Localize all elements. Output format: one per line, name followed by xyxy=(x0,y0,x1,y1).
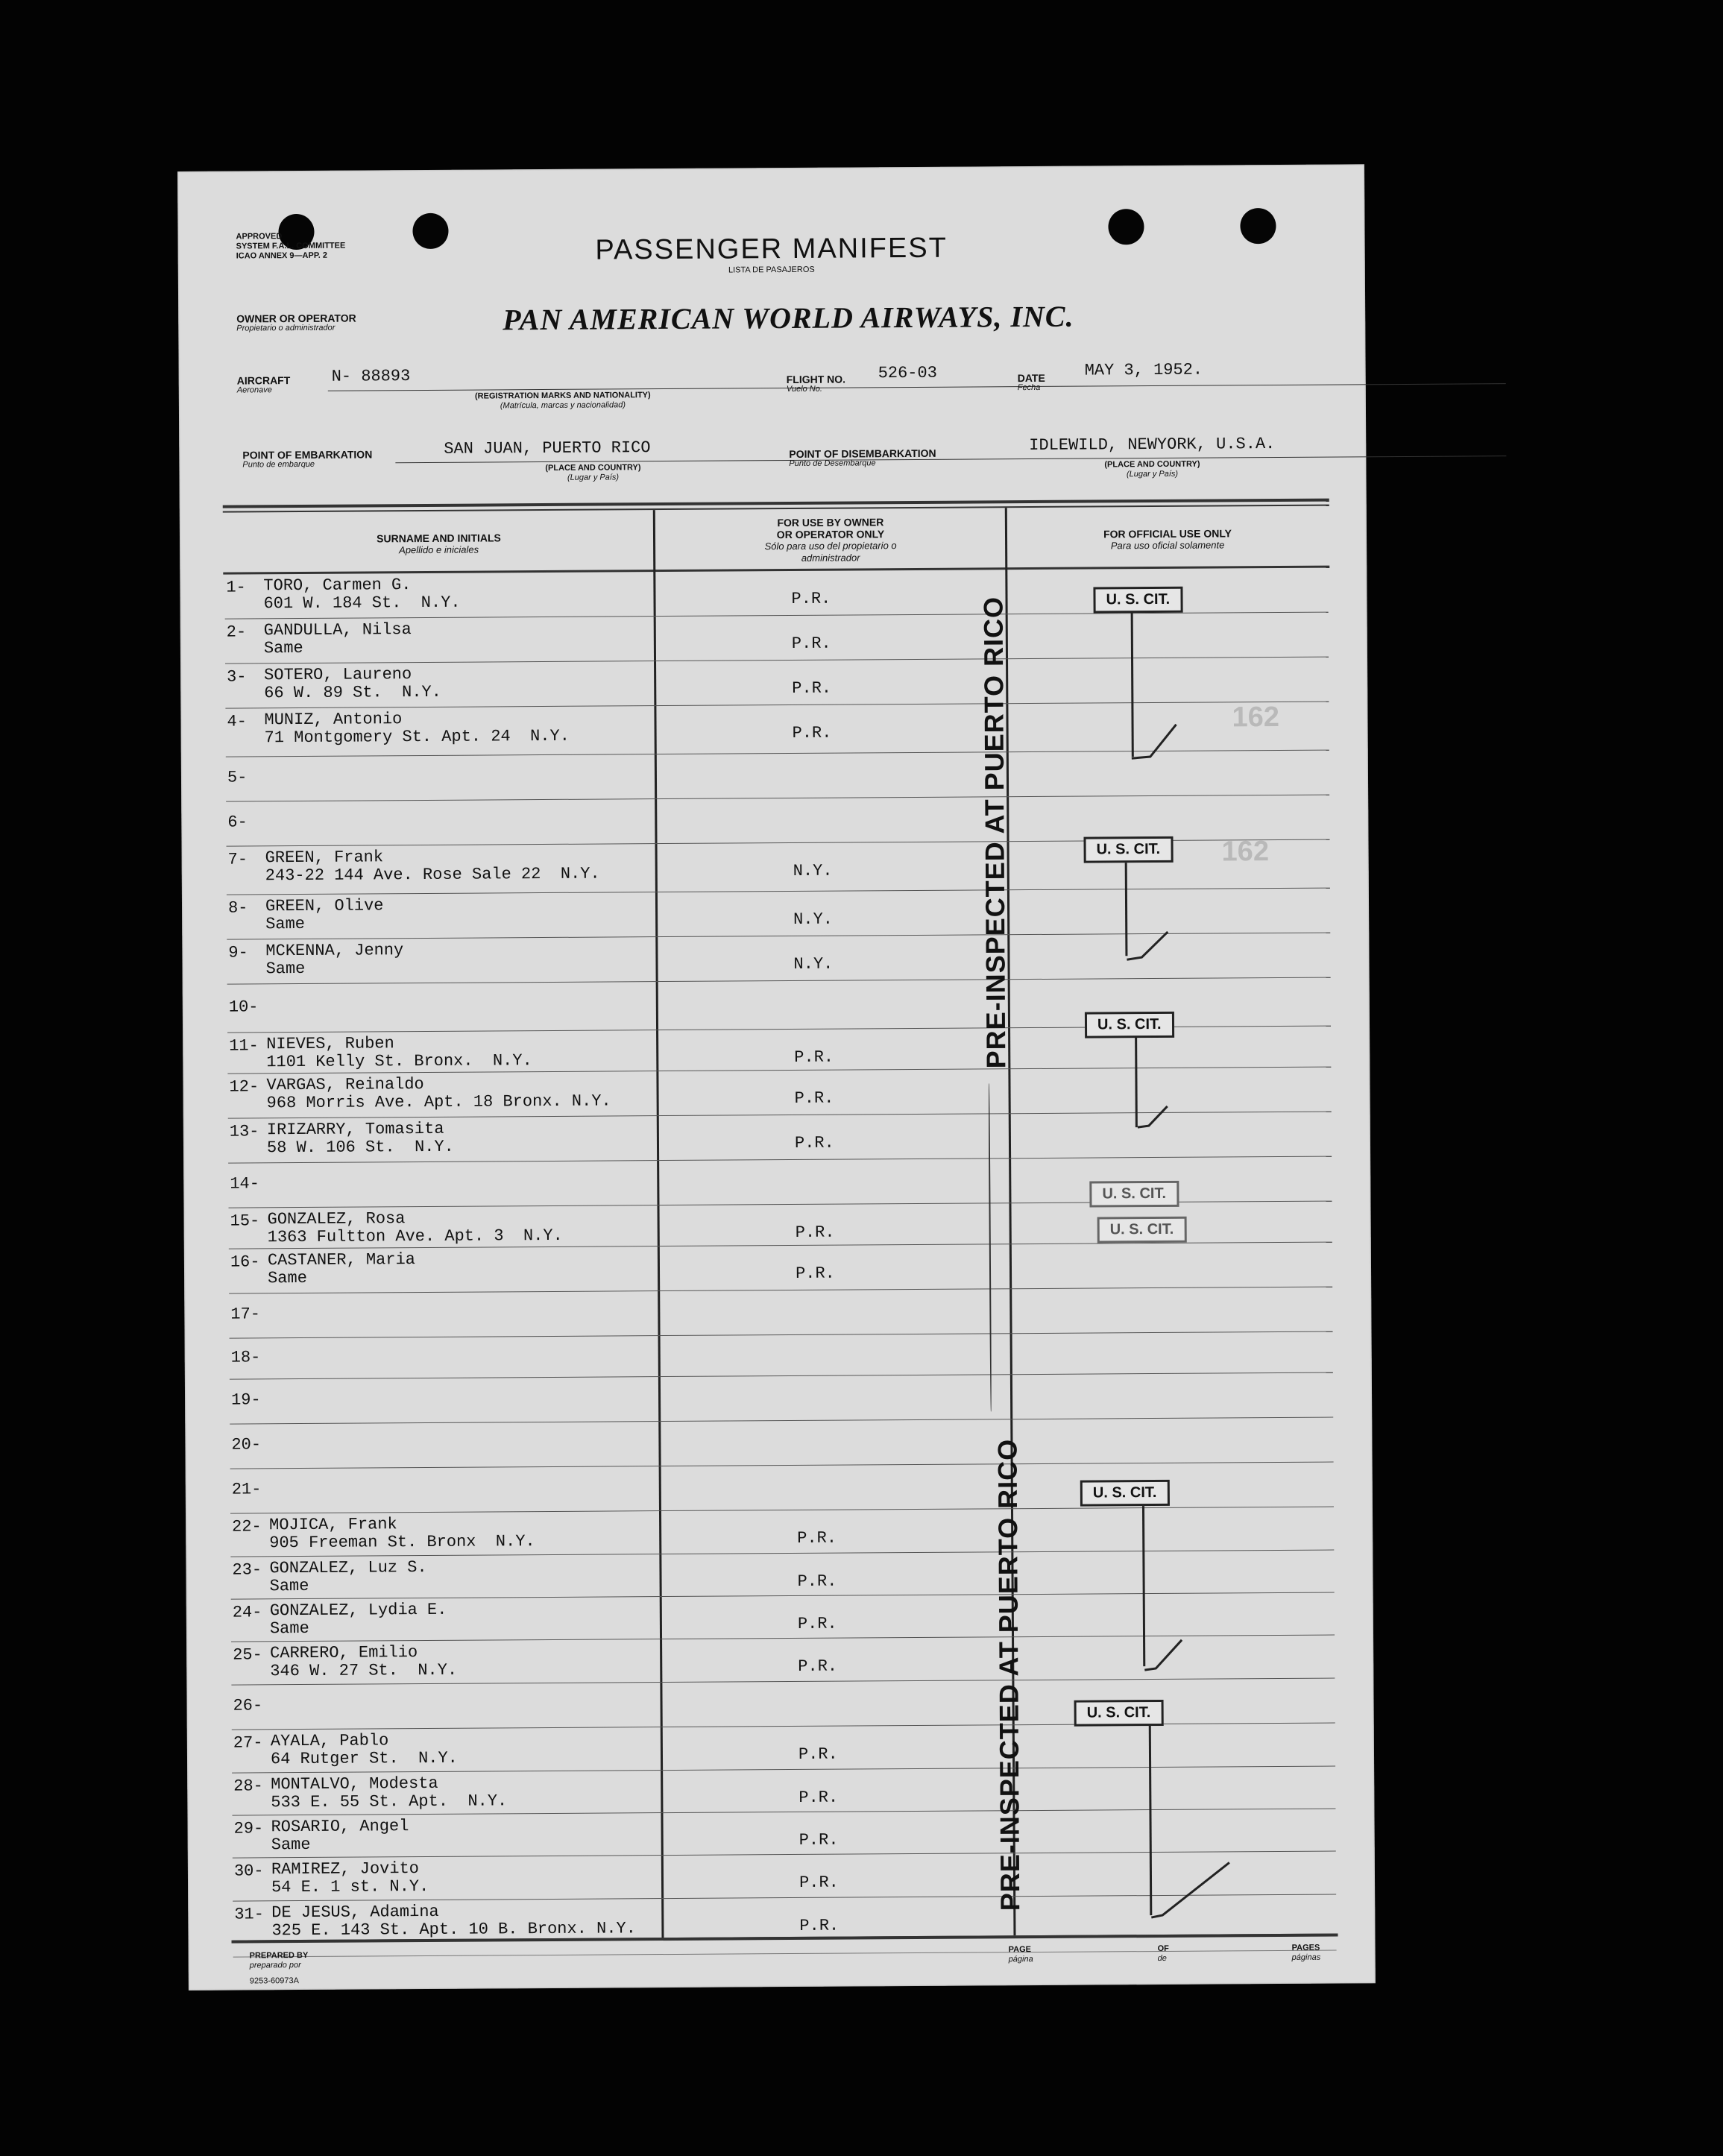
passenger-address: 66 W. 89 St. N.Y. xyxy=(264,682,441,703)
operator-code: P.R. xyxy=(795,1223,835,1242)
table-row xyxy=(183,1156,1370,1208)
us-citizen-stamp: U. S. CIT. xyxy=(1093,587,1182,614)
date-label-block xyxy=(1018,373,1045,393)
table-row xyxy=(186,1506,1373,1557)
table-row xyxy=(180,701,1367,757)
col-header-official-en: FOR OFFICIAL USE ONLY xyxy=(1103,527,1232,540)
table-row xyxy=(182,932,1369,984)
row-number: 23- xyxy=(232,1560,262,1580)
disembark-value: IDLEWILD, NEWYORK, U.S.A. xyxy=(1029,435,1276,456)
table-row xyxy=(186,1549,1373,1599)
passenger-name: AYALA, Pablo xyxy=(270,1731,389,1751)
row-number: 27- xyxy=(233,1733,263,1753)
table-row xyxy=(180,567,1367,619)
date-label-es: Fecha xyxy=(1017,382,1041,393)
passenger-address: Same xyxy=(263,638,303,658)
page-label-block xyxy=(1009,1945,1033,1964)
passenger-address: Same xyxy=(269,1576,309,1596)
table-row xyxy=(185,1331,1372,1379)
passenger-name: MONTALVO, Modesta xyxy=(271,1774,438,1794)
table-row xyxy=(181,794,1368,846)
row-number: 30- xyxy=(233,1862,264,1881)
passenger-address: 1101 Kelly St. Bronx. N.Y. xyxy=(266,1051,532,1072)
row-number: 10- xyxy=(228,997,259,1017)
place-note-en: (PLACE AND COUNTRY) xyxy=(1104,459,1200,470)
table-row xyxy=(186,1677,1373,1730)
passenger-name: GONZALEZ, Luz S. xyxy=(269,1557,427,1578)
operator-code: P.R. xyxy=(794,1088,834,1108)
row-number: 19- xyxy=(230,1390,261,1410)
row-number: 26- xyxy=(233,1696,263,1715)
pre-inspected-stamp: PRE-INSPECTED AT PUERTO RICO xyxy=(992,1438,1026,1911)
aircraft-label-block xyxy=(237,376,291,395)
approval-line: SYSTEM F.A.L. COMMITTEE xyxy=(236,241,346,251)
operator-code: P.R. xyxy=(797,1614,837,1633)
date-label: DATE xyxy=(1017,371,1045,385)
manifest-sheet xyxy=(177,164,1376,1990)
passenger-address: 243-22 144 Ave. Rose Sale 22 N.Y. xyxy=(265,864,600,886)
row-number: 31- xyxy=(234,1905,264,1924)
place-note-es: (Lugar y País) xyxy=(567,473,620,482)
col-header-operator-es: Sólo para uso del propietario o administrador xyxy=(764,540,897,564)
ghost-number: 162 xyxy=(1221,836,1270,868)
page-subtitle: LISTA DE PASAJEROS xyxy=(728,265,815,275)
passenger-address: 533 E. 55 St. Apt. N.Y. xyxy=(271,1791,508,1812)
page-label: PAGE xyxy=(1008,1945,1031,1955)
passenger-name: MCKENNA, Jenny xyxy=(265,941,404,961)
col-header-surname-es: Apellido e iniciales xyxy=(399,543,479,556)
check-mark-icon xyxy=(1134,1097,1179,1131)
passenger-name: GANDULLA, Nilsa xyxy=(263,620,412,640)
passenger-address: Same xyxy=(271,1835,311,1855)
table-row xyxy=(186,1461,1373,1513)
row-number: 8- xyxy=(227,898,248,918)
table-row xyxy=(182,887,1369,939)
embark-label-es: Punto de embarque xyxy=(242,459,315,470)
col-header-surname xyxy=(224,531,653,558)
passenger-name: GONZALEZ, Rosa xyxy=(267,1209,406,1229)
owner-label-es: Propietario o administrador xyxy=(236,323,336,333)
flight-value: 526-03 xyxy=(878,363,937,383)
aircraft-label: AIRCRAFT xyxy=(236,374,291,387)
row-number: 9- xyxy=(228,943,248,962)
check-mark-icon xyxy=(1147,1851,1238,1923)
passenger-address: 905 Freeman St. Bronx N.Y. xyxy=(269,1532,535,1553)
table-row xyxy=(183,1066,1370,1118)
passenger-name: MOJICA, Frank xyxy=(269,1515,397,1535)
table-row xyxy=(185,1372,1372,1424)
table-row xyxy=(186,1634,1373,1685)
operator-code: P.R. xyxy=(794,1133,834,1153)
table-row xyxy=(181,749,1368,801)
flight-label-block xyxy=(787,375,845,394)
passenger-address: 54 E. 1 st. N.Y. xyxy=(271,1876,429,1897)
table-row xyxy=(186,1592,1373,1642)
passenger-address: 968 Morris Ave. Apt. 18 Bronx. N.Y. xyxy=(266,1091,611,1113)
passenger-name: GONZALEZ, Lydia E. xyxy=(269,1600,447,1621)
row-number: 21- xyxy=(231,1480,262,1499)
passenger-address: Same xyxy=(265,914,306,934)
operator-code: N.Y. xyxy=(793,954,834,974)
operator-code: P.R. xyxy=(798,1788,839,1807)
aircraft-label-es: Aeronave xyxy=(236,385,272,395)
col-header-official xyxy=(1007,527,1328,553)
passenger-address: 325 E. 143 St. Apt. 10 B. Bronx. N.Y. xyxy=(271,1919,636,1941)
ghost-number: 162 xyxy=(1232,701,1280,734)
of-label-es: de xyxy=(1157,1953,1167,1964)
row-number: 12- xyxy=(229,1077,259,1097)
place-note-en: (PLACE AND COUNTRY) xyxy=(545,463,641,473)
disembark-label-block xyxy=(789,449,936,469)
row-number: 18- xyxy=(230,1347,261,1367)
passenger-address: Same xyxy=(269,1618,309,1639)
aircraft-note-es: (Matrícula, marcas y nacionalidad) xyxy=(500,400,626,411)
passenger-address: Same xyxy=(267,1268,307,1288)
check-mark-icon xyxy=(1123,926,1175,963)
pages-label-block xyxy=(1292,1944,1321,1963)
prepared-by-block xyxy=(250,1951,309,1970)
embark-note xyxy=(529,463,656,483)
disembark-label: POINT OF DISEMBARKATION xyxy=(789,447,936,460)
operator-name: PAN AMERICAN WORLD AIRWAYS, INC. xyxy=(503,299,1074,337)
check-mark-icon xyxy=(1141,1633,1193,1674)
operator-code: P.R. xyxy=(792,723,832,743)
row-number: 14- xyxy=(230,1174,259,1194)
row-number: 6- xyxy=(227,813,248,832)
passenger-name: DE JESUS, Adamina xyxy=(271,1902,439,1923)
passenger-name: TORO, Carmen G. xyxy=(263,576,412,596)
passenger-name: RAMIREZ, Jovito xyxy=(271,1859,420,1879)
operator-code: P.R. xyxy=(794,1047,834,1067)
row-number: 22- xyxy=(232,1517,262,1536)
row-number: 5- xyxy=(227,768,248,787)
operator-code: P.R. xyxy=(798,1830,839,1850)
disembark-note xyxy=(1089,460,1215,480)
operator-code: N.Y. xyxy=(793,861,833,880)
row-number: 11- xyxy=(229,1036,259,1056)
row-number: 13- xyxy=(229,1122,259,1141)
flight-label: FLIGHT NO. xyxy=(786,373,846,386)
operator-code: P.R. xyxy=(799,1916,840,1935)
row-number: 2- xyxy=(226,622,247,642)
us-citizen-stamp: U. S. CIT. xyxy=(1097,1217,1187,1244)
col-header-official-es: Para uso oficial solamente xyxy=(1110,539,1225,552)
row-number: 15- xyxy=(230,1211,260,1231)
aircraft-note-en: (REGISTRATION MARKS AND NATIONALITY) xyxy=(474,391,651,401)
col-header-operator-line1: FOR USE BY OWNER xyxy=(777,516,884,529)
embark-label: POINT OF EMBARKATION xyxy=(242,448,373,461)
table-row xyxy=(183,1200,1370,1249)
embark-value: SAN JUAN, PUERTO RICO xyxy=(444,438,651,458)
passenger-name: SOTERO, Laureno xyxy=(264,665,412,685)
place-note-es: (Lugar y País) xyxy=(1126,469,1179,479)
operator-code: P.R. xyxy=(798,1744,838,1764)
passenger-name: NIEVES, Ruben xyxy=(266,1034,394,1054)
row-number: 1- xyxy=(226,578,246,597)
owner-label-block xyxy=(236,314,356,334)
table-row xyxy=(187,1808,1374,1858)
row-number: 7- xyxy=(227,850,248,869)
passenger-name: CARRERO, Emilio xyxy=(270,1643,418,1663)
row-number: 24- xyxy=(232,1603,262,1622)
us-citizen-stamp: U. S. CIT. xyxy=(1080,1480,1170,1507)
pages-label: PAGES xyxy=(1291,1943,1320,1952)
col-header-operator-line2: OR OPERATOR ONLY xyxy=(776,528,885,541)
col-header-operator xyxy=(655,515,1006,565)
of-label-block xyxy=(1158,1944,1169,1964)
operator-code: P.R. xyxy=(797,1528,837,1548)
pages-label-es: páginas xyxy=(1291,1952,1321,1962)
row-number: 17- xyxy=(230,1305,261,1324)
passenger-address: 346 W. 27 St. N.Y. xyxy=(270,1660,458,1681)
operator-code: N.Y. xyxy=(793,910,834,929)
check-mark-icon xyxy=(1128,721,1180,762)
row-number: 28- xyxy=(233,1777,263,1796)
operator-code: P.R. xyxy=(797,1572,837,1591)
table-row xyxy=(180,611,1367,663)
passenger-address: 64 Rutger St. N.Y. xyxy=(270,1748,458,1769)
passenger-address: Same xyxy=(265,959,306,979)
passenger-address: 71 Montgomery St. Apt. 24 N.Y. xyxy=(264,726,570,748)
passenger-address: 58 W. 106 St. N.Y. xyxy=(266,1137,454,1158)
operator-code: P.R. xyxy=(791,589,831,608)
operator-code: P.R. xyxy=(798,1873,839,1892)
disembark-label-es: Punto de Desembarque xyxy=(789,458,876,468)
aircraft-value: N- 88893 xyxy=(331,367,411,386)
us-citizen-stamp: U. S. CIT. xyxy=(1085,1012,1174,1038)
passenger-name: CASTANER, Maria xyxy=(267,1250,416,1270)
page-title: PASSENGER MANIFEST xyxy=(595,232,948,266)
operator-code: P.R. xyxy=(795,1264,835,1283)
row-number: 20- xyxy=(231,1435,262,1454)
table-row xyxy=(184,1241,1371,1293)
flight-label-es: Vuelo No. xyxy=(786,384,822,394)
page-label-es: página xyxy=(1008,1955,1033,1964)
owner-label: OWNER OR OPERATOR xyxy=(236,312,356,325)
passenger-name: MUNIZ, Antonio xyxy=(264,710,403,730)
table-row xyxy=(183,977,1370,1033)
passenger-address: 601 W. 184 St. N.Y. xyxy=(263,593,461,614)
table-row xyxy=(185,1416,1372,1469)
passenger-name: ROSARIO, Angel xyxy=(271,1817,409,1837)
pre-inspected-stamp: PRE-INSPECTED AT PUERTO RICO xyxy=(977,596,1012,1069)
col-header-surname-en: SURNAME AND INITIALS xyxy=(377,532,501,545)
us-citizen-stamp: U. S. CIT. xyxy=(1083,836,1173,863)
table-row xyxy=(183,1025,1370,1074)
form-number: 9253-60973A xyxy=(249,1976,299,1986)
operator-code: P.R. xyxy=(791,634,831,653)
approval-line: ICAO ANNEX 9—APP. 2 xyxy=(236,250,327,261)
passenger-name: GREEN, Olive xyxy=(265,896,384,916)
table-row xyxy=(187,1765,1374,1815)
passenger-name: VARGAS, Reinaldo xyxy=(266,1075,424,1095)
embark-label-block xyxy=(242,450,372,470)
passenger-address: 1363 Fultton Ave. Apt. 3 N.Y. xyxy=(267,1226,563,1247)
us-citizen-stamp: U. S. CIT. xyxy=(1074,1700,1164,1727)
passenger-name: GREEN, Frank xyxy=(265,848,384,868)
prepared-by-es: preparado por xyxy=(249,1961,301,1970)
prepared-by-label: PREPARED BY xyxy=(249,1950,309,1961)
operator-code: P.R. xyxy=(798,1657,838,1676)
row-number: 16- xyxy=(230,1252,260,1272)
date-value: MAY 3, 1952. xyxy=(1084,360,1203,380)
table-row xyxy=(182,839,1369,895)
table-row xyxy=(184,1286,1371,1338)
operator-code: P.R. xyxy=(792,678,832,698)
of-label: OF xyxy=(1157,1944,1169,1954)
aircraft-note xyxy=(436,391,690,412)
approval-line: APPROVED xyxy=(236,232,283,242)
us-citizen-stamp: U. S. CIT. xyxy=(1089,1181,1179,1208)
table-row xyxy=(187,1722,1374,1773)
row-number: 29- xyxy=(233,1819,264,1838)
title-block xyxy=(178,230,1365,279)
row-number: 3- xyxy=(227,667,247,687)
passenger-name: IRIZARRY, Tomasita xyxy=(266,1119,444,1140)
table-row xyxy=(183,1111,1370,1163)
table-row xyxy=(180,656,1367,708)
row-number: 25- xyxy=(233,1645,262,1665)
row-number: 4- xyxy=(227,712,247,731)
